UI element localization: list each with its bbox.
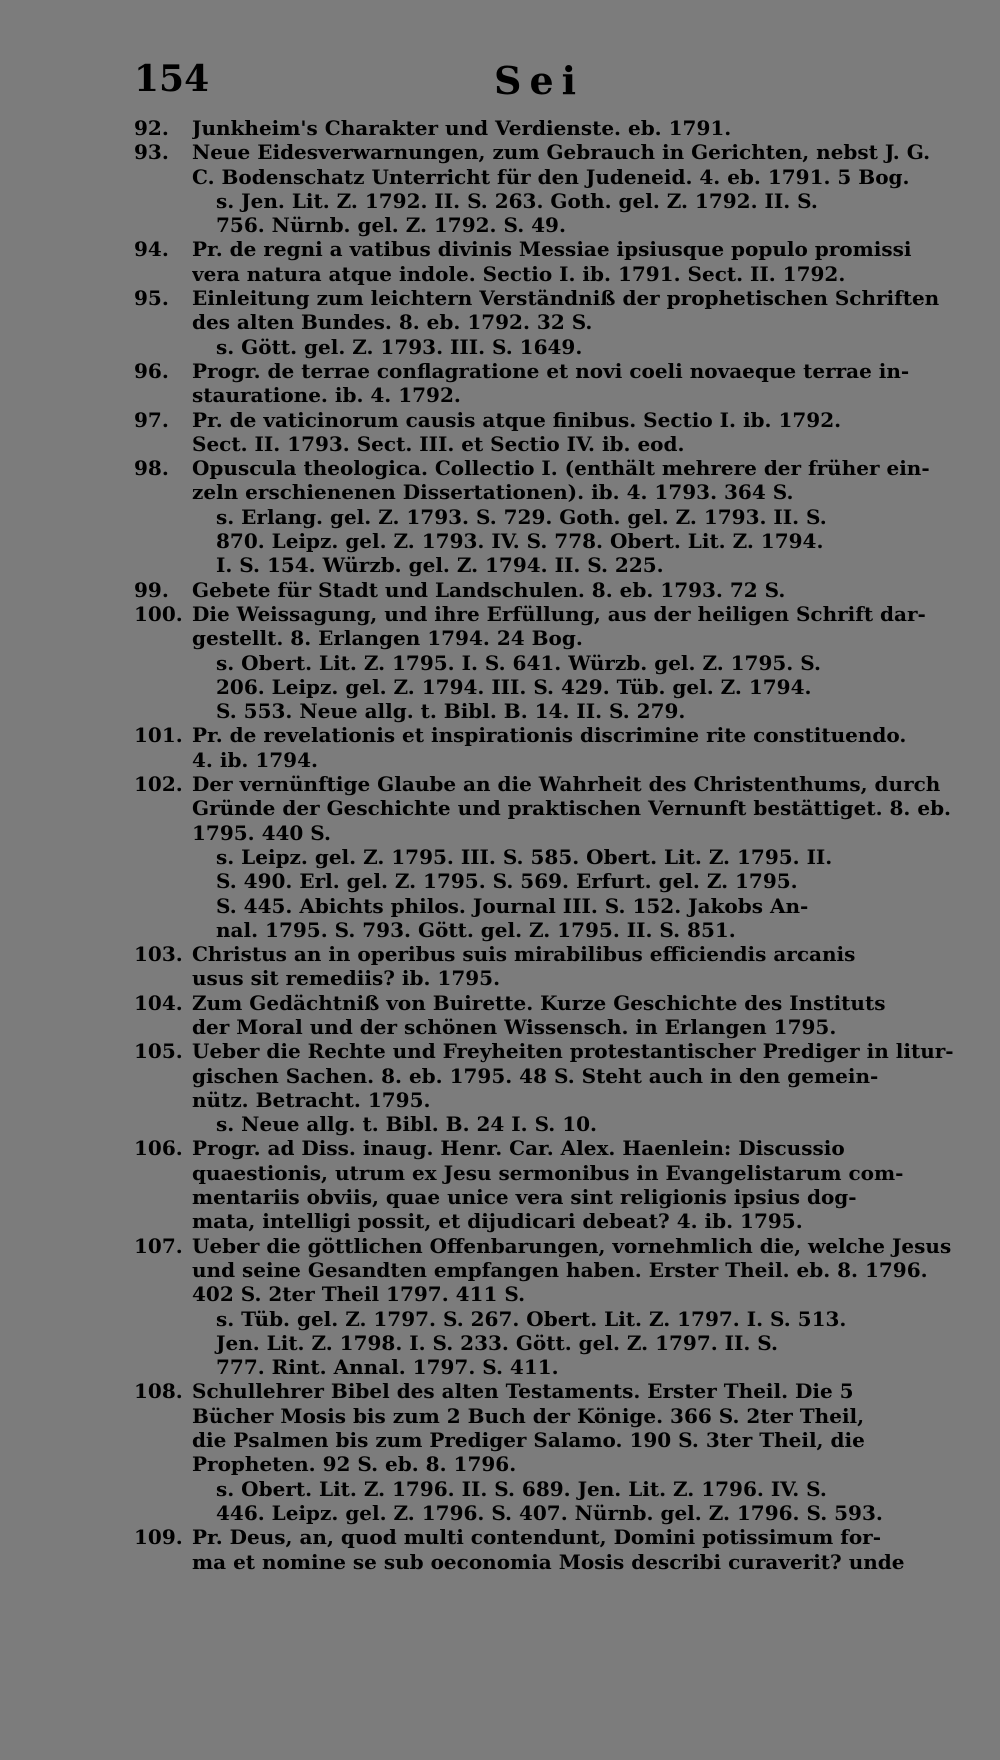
list-item: [134, 1039, 976, 1136]
entry-line: zeln erschienenen Dissertationen). ib. 4. 1793. 364 S.: [192, 480, 794, 505]
review-reference-line: s. Leipz. gel. Z. 1795. III. S. 585. Obert. Lit. Z. 1795. II.: [216, 844, 833, 869]
review-reference-line: 206. Leipz. gel. Z. 1794. III. S. 429. Tüb. gel. Z. 1794.: [216, 674, 812, 699]
entry-line: Die Weissagung, und ihre Erfüllung, aus der heiligen Schrift dar-: [192, 601, 926, 626]
entry-line: gestellt. 8. Erlangen 1794. 24 Bog.: [192, 626, 583, 651]
entry-number: 106.: [134, 1136, 183, 1161]
entry-number: 100.: [134, 601, 183, 626]
entry-line: mata, intelligi possit, et dijudicari debeat? 4. ib. 1795.: [192, 1209, 803, 1234]
list-item: [134, 723, 976, 772]
list-item: [134, 578, 976, 602]
entry-line: der Moral und der schönen Wissensch. in Erlangen 1795.: [192, 1014, 837, 1039]
entry-line: Gebete für Stadt und Landschulen. 8. eb. 1793. 72 S.: [192, 577, 786, 602]
entry-number: 103.: [134, 942, 183, 967]
entry-text: [192, 456, 976, 577]
entry-number: 98.: [134, 456, 169, 481]
entry-line: nütz. Betracht. 1795.: [192, 1087, 431, 1112]
review-reference-line: Jen. Lit. Z. 1798. I. S. 233. Gött. gel. Z. 1797. II. S.: [216, 1330, 779, 1355]
entry-text: [192, 359, 976, 408]
list-item: [134, 359, 976, 408]
list-item: [134, 116, 976, 140]
entry-line: Ueber die Rechte und Freyheiten protestantischer Prediger in litur-: [192, 1039, 954, 1064]
entry-line: Junkheim's Charakter und Verdienste. eb. 1791.: [192, 116, 732, 140]
entry-line: Sect. II. 1793. Sect. III. et Sectio IV. ib. eod.: [192, 431, 685, 456]
entry-line: Pr. de revelationis et inspirationis discrimine rite constituendo.: [192, 723, 907, 748]
entry-line: 1795. 440 S.: [192, 820, 331, 845]
entry-number: 93.: [134, 140, 169, 165]
review-reference-line: S. 445. Abichts philos. Journal III. S. 152. Jakobs An-: [216, 893, 809, 918]
review-reference-line: s. Jen. Lit. Z. 1792. II. S. 263. Goth. gel. Z. 1792. II. S.: [216, 188, 818, 213]
entry-line: und seine Gesandten empfangen haben. Erster Theil. eb. 8. 1796.: [192, 1257, 928, 1282]
list-item: [134, 1136, 976, 1233]
entry-number: 97.: [134, 407, 169, 432]
entry-text: [192, 116, 976, 140]
entry-text: [192, 1234, 976, 1380]
list-item: [134, 602, 976, 723]
entry-text: [192, 286, 976, 359]
review-reference-line: s. Tüb. gel. Z. 1797. S. 267. Obert. Lit. Z. 1797. I. S. 513.: [216, 1306, 847, 1331]
entry-text: [192, 1525, 976, 1574]
entry-line: quaestionis, utrum ex Jesu sermonibus in Evangelistarum com-: [192, 1160, 904, 1185]
entry-line: Einleitung zum leichtern Verständniß der prophetischen Schriften: [192, 286, 940, 311]
list-item: [134, 772, 976, 942]
entry-text: [192, 237, 976, 286]
entry-text: [192, 602, 976, 723]
list-item: [134, 456, 976, 577]
entry-line: Progr. de terrae conflagratione et novi coeli novaeque terrae in-: [192, 358, 910, 383]
list-item: [134, 991, 976, 1040]
entry-number: 104.: [134, 990, 183, 1015]
entry-line: 4. ib. 1794.: [192, 747, 318, 772]
review-reference-line: nal. 1795. S. 793. Gött. gel. Z. 1795. II. S. 851.: [216, 917, 736, 942]
list-item: [134, 237, 976, 286]
entry-number: 96.: [134, 358, 169, 383]
entry-line: Pr. de vaticinorum causis atque finibus. Sectio I. ib. 1792.: [192, 407, 842, 432]
entry-text: [192, 1379, 976, 1525]
list-item: [134, 140, 976, 237]
entry-text: [192, 942, 976, 991]
review-reference-line: 446. Leipz. gel. Z. 1796. S. 407. Nürnb. gel. Z. 1796. S. 593.: [216, 1500, 883, 1525]
entry-line: Gründe der Geschichte und praktischen Vernunft bestättiget. 8. eb.: [192, 796, 952, 821]
entry-line: des alten Bundes. 8. eb. 1792. 32 S.: [192, 310, 593, 335]
entry-line: stauratione. ib. 4. 1792.: [192, 383, 461, 408]
entry-number: 101.: [134, 723, 183, 748]
list-item: [134, 942, 976, 991]
page-header: [134, 58, 976, 108]
bibliography-entries: [134, 116, 976, 1574]
entry-text: [192, 772, 976, 942]
entry-line: Neue Eidesverwarnungen, zum Gebrauch in Gerichten, nebst J. G.: [192, 140, 931, 165]
review-reference-line: S. 490. Erl. gel. Z. 1795. S. 569. Erfurt. gel. Z. 1795.: [216, 869, 798, 894]
entry-text: [192, 578, 976, 602]
entry-line: ma et nomine se sub oeconomia Mosis describi curaverit? unde: [192, 1549, 905, 1574]
entry-line: Ueber die göttlichen Offenbarungen, vornehmlich die, welche Jesus: [192, 1233, 952, 1258]
entry-number: 107.: [134, 1233, 183, 1258]
entry-line: Bücher Mosis bis zum 2 Buch der Könige. 366 S. 2ter Theil,: [192, 1403, 865, 1428]
entry-line: Schullehrer Bibel des alten Testaments. Erster Theil. Die 5: [192, 1379, 854, 1404]
page-number: 154: [134, 58, 210, 100]
entry-number: 94.: [134, 237, 169, 262]
entry-line: Propheten. 92 S. eb. 8. 1796.: [192, 1452, 517, 1477]
review-reference-line: s. Erlang. gel. Z. 1793. S. 729. Goth. gel. Z. 1793. II. S.: [216, 504, 827, 529]
review-reference-line: I. S. 154. Würzb. gel. Z. 1794. II. S. 225.: [216, 553, 664, 578]
entry-text: [192, 1039, 976, 1136]
review-reference-line: S. 553. Neue allg. t. Bibl. B. 14. II. S. 279.: [216, 699, 686, 724]
entry-line: usus sit remediis? ib. 1795.: [192, 966, 501, 991]
entry-line: Pr. Deus, an, quod multi contendunt, Domini potissimum for-: [192, 1525, 882, 1550]
entry-line: 402 S. 2ter Theil 1797. 411 S.: [192, 1282, 526, 1307]
list-item: [134, 1234, 976, 1380]
entry-text: [192, 723, 976, 772]
entry-text: [192, 140, 976, 237]
entry-line: Pr. de regni a vatibus divinis Messiae ipsiusque populo promissi: [192, 237, 912, 262]
review-reference-line: 777. Rint. Annal. 1797. S. 411.: [216, 1355, 559, 1380]
entry-line: Opuscula theologica. Collectio I. (enthält mehrere der früher ein-: [192, 456, 930, 481]
entry-line: Christus an in operibus suis mirabilibus efficiendis arcanis: [192, 942, 856, 967]
entry-number: 102.: [134, 772, 183, 797]
entry-text: [192, 408, 976, 457]
review-reference-line: s. Obert. Lit. Z. 1796. II. S. 689. Jen. Lit. Z. 1796. IV. S.: [216, 1476, 827, 1501]
review-reference-line: s. Obert. Lit. Z. 1795. I. S. 641. Würzb. gel. Z. 1795. S.: [216, 650, 821, 675]
entry-number: 109.: [134, 1525, 183, 1550]
entry-number: 92.: [134, 116, 169, 140]
list-item: [134, 408, 976, 457]
review-reference-line: s. Neue allg. t. Bibl. B. 24 I. S. 10.: [216, 1112, 598, 1137]
entry-text: [192, 1136, 976, 1233]
entry-number: 99.: [134, 577, 169, 602]
entry-line: vera natura atque indole. Sectio I. ib. 1791. Sect. II. 1792.: [192, 261, 846, 286]
list-item: [134, 1379, 976, 1525]
entry-number: 105.: [134, 1039, 183, 1064]
entry-line: Progr. ad Diss. inaug. Henr. Car. Alex. Haenlein: Discussio: [192, 1136, 845, 1161]
entry-line: gischen Sachen. 8. eb. 1795. 48 S. Steht auch in den gemein-: [192, 1063, 879, 1088]
entry-line: mentariis obviis, quae unice vera sint religionis ipsius dog-: [192, 1185, 857, 1210]
review-reference-line: s. Gött. gel. Z. 1793. III. S. 1649.: [216, 334, 583, 359]
review-reference-line: 870. Leipz. gel. Z. 1793. IV. S. 778. Obert. Lit. Z. 1794.: [216, 529, 824, 554]
entry-line: die Psalmen bis zum Prediger Salamo. 190 S. 3ter Theil, die: [192, 1428, 865, 1453]
entry-line: Der vernünftige Glaube an die Wahrheit des Christenthums, durch: [192, 772, 941, 797]
review-reference-line: 756. Nürnb. gel. Z. 1792. S. 49.: [216, 213, 566, 238]
entry-line: Zum Gedächtniß von Buirette. Kurze Geschichte des Instituts: [192, 990, 886, 1015]
list-item: [134, 286, 976, 359]
entry-number: 95.: [134, 286, 169, 311]
running-head: Sei: [494, 58, 585, 103]
list-item: [134, 1525, 976, 1574]
entry-text: [192, 991, 976, 1040]
entry-number: 108.: [134, 1379, 183, 1404]
entry-line: C. Bodenschatz Unterricht für den Judeneid. 4. eb. 1791. 5 Bog.: [192, 164, 910, 189]
